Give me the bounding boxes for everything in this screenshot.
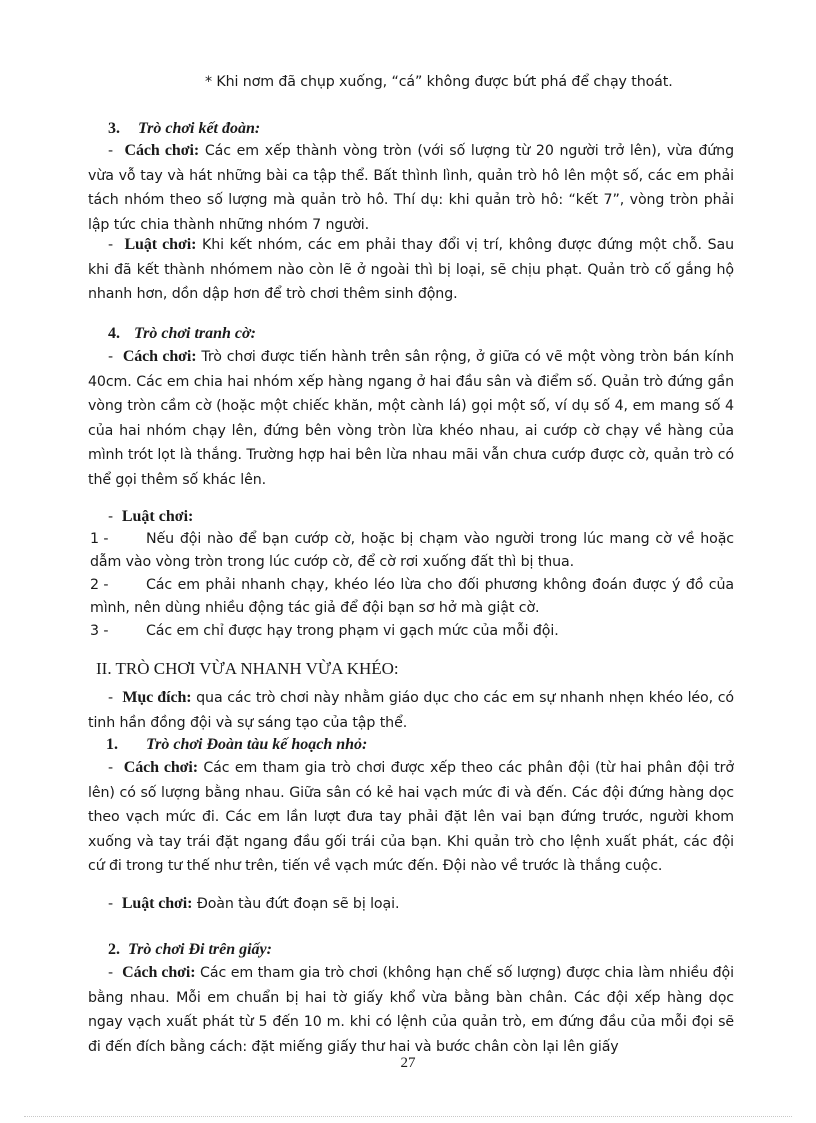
game-2-play-label: Cách chơi:	[122, 964, 196, 981]
game-1-play-label: Cách chơi:	[123, 759, 198, 776]
game-1-play-paragraph: - Cách chơi: Các em tham gia trò chơi được xếp theo các phân đội (từ hai phân đội trở lên) có số lượng bằng nhau. Giữa sân có kẻ hai vạch mức đi và đến. Các đội đứng hàng dọc theo vạch mức đi. Các em lần lượt đưa tay phải đặt lên vai bạn đứng trước, người khom xuống và tay trái đặt ngang đầu gối trái của bạn. Khi quản trò cho lệnh xuất phát, các đội cứ đi trong tư thế như trên, tiến về vạch mức đến. Đội nào về trước là thắng cuộc.	[88, 759, 734, 874]
game-3-play-text: Các em xếp thành vòng tròn (với số lượng từ 20 người trở lên), vừa đứng vừa vỗ tay và hát những bài ca tập thể. Bất thình lình, quản trò hô lên một số, các em phải tách nhóm theo số lượng mà quản trò hô. Thí dụ: khi quản trò hô: “kết 7”, vòng tròn phải lập tức chia thành những nhóm 7 người.	[88, 143, 734, 233]
game-3-heading	[108, 118, 260, 139]
game-1-number: 1.	[106, 736, 118, 753]
section-2-title: II. TRÒ CHƠI VỪA NHANH VỪA KHÉO:	[96, 659, 399, 678]
game-2-heading	[108, 939, 272, 960]
game-4-rule-2	[90, 574, 734, 620]
game-1-title: Trò chơi Đoàn tàu kế hoạch nhỏ:	[146, 736, 368, 753]
game-1-law-paragraph: - Luật chơi: Đoàn tàu đứt đoạn sẽ bị loại.	[108, 895, 400, 912]
game-1-play-text: Các em tham gia trò chơi được xếp theo các phân đội (từ hai phân đội trở lên) có số lượng bằng nhau. Giữa sân có kẻ hai vạch mức đi và đến. Các đội đứng hàng dọc theo vạch mức đi. Các em lần lượt đưa tay phải đặt lên vai bạn đứng trước, người khom xuống và tay trái đặt ngang đầu gối trái của bạn. Khi quản trò cho lệnh xuất phát, các đội cứ đi trong tư thế như trên, tiến về vạch mức đến. Đội nào về trước là thắng cuộc.	[88, 760, 734, 874]
game-3-law-text: Khi kết nhóm, các em phải thay đổi vị trí, không được đứng một chỗ. Sau khi đã kết thành nhómem nào còn lẽ ở ngoài thì bị loại, sẽ chịu phạt. Quản trò cố gắng hộ nhanh hơn, dồn dập hơn để trò chơi thêm sinh động.	[88, 237, 734, 302]
game-3-law-label: Luật chơi:	[124, 236, 197, 253]
rule-1-text: Nếu đội nào để bạn cướp cờ, hoặc bị chạm vào người trong lúc mang cờ về hoặc dẫm vào vòng tròn trong lúc cướp cờ, để cờ rơi xuống đất thì bị thua.	[90, 531, 734, 570]
game-4-law-label: Luật chơi:	[121, 508, 194, 525]
top-note: * Khi nơm đã chụp xuống, “cá” không được bứt phá để chạy thoát.	[205, 74, 673, 90]
game-4-play-label: Cách chơi:	[122, 348, 197, 365]
game-1-law-label: Luật chơi:	[121, 895, 193, 912]
game-4-rule-1	[90, 528, 734, 574]
page-number: 27	[400, 1055, 416, 1071]
game-2-number: 2.	[108, 941, 120, 958]
game-2-play-text: Các em tham gia trò chơi (không hạn chế số lượng) được chia làm nhiều đội bằng nhau. Mỗi em chuẩn bị hai tờ giấy khổ vừa bằng bàn chân. Các đội xếp hàng dọc ngay vạch xuất phát từ 5 đến 10 m. khi có lệnh của quản trò, em đứng đầu của mỗi đọi sẽ đi đến đích bằng cách: đặt miếng giấy thư hai và bước chân còn lại lên giấy	[88, 965, 734, 1055]
rule-2-number: 2 -	[90, 577, 109, 593]
game-2-play-paragraph: - Cách chơi: Các em tham gia trò chơi (không hạn chế số lượng) được chia làm nhiều đội bằng nhau. Mỗi em chuẩn bị hai tờ giấy khổ vừa bằng bàn chân. Các đội xếp hàng dọc ngay vạch xuất phát từ 5 đến 10 m. khi có lệnh của quản trò, em đứng đầu của mỗi đọi sẽ đi đến đích bằng cách: đặt miếng giấy thư hai và bước chân còn lại lên giấy	[88, 964, 734, 1055]
rule-3-text: Các em chỉ được hạy trong phạm vi gạch mức của mỗi đội.	[146, 623, 559, 639]
game-2-title: Trò chơi Đi trên giấy:	[128, 941, 272, 958]
game-3-play-label: Cách chơi:	[124, 142, 200, 159]
game-3-number: 3.	[108, 120, 120, 137]
rule-3-number: 3 -	[90, 623, 109, 639]
game-3-law-paragraph: - Luật chơi: Khi kết nhóm, các em phải thay đổi vị trí, không được đứng một chỗ. Sau khi đã kết thành nhómem nào còn lẽ ở ngoài thì bị loại, sẽ chịu phạt. Quản trò cố gắng hộ nhanh hơn, dồn dập hơn để trò chơi thêm sinh động.	[88, 236, 734, 302]
game-4-number: 4.	[108, 325, 120, 342]
game-1-heading	[106, 734, 367, 755]
section-2-purpose: - Mục đích: qua các trò chơi này nhằm giáo dục cho các em sự nhanh nhẹn khéo léo, có tinh hần đồng đội và sự sáng tạo của tập thể.	[88, 689, 734, 731]
game-4-title: Trò chơi tranh cờ:	[134, 325, 256, 342]
game-4-law-heading: - Luật chơi:	[108, 508, 194, 525]
purpose-text: qua các trò chơi này nhằm giáo dục cho các em sự nhanh nhẹn khéo léo, có tinh hần đồng đội và sự sáng tạo của tập thể.	[88, 690, 734, 731]
game-1-law-text: Đoàn tàu đứt đoạn sẽ bị loại.	[196, 896, 400, 912]
rule-2-text: Các em phải nhanh chạy, khéo léo lừa cho đối phương không đoán được ý đồ của mình, nên dùng nhiều động tác giả để đội bạn sơ hở mà giật cờ.	[90, 577, 734, 616]
footer-divider	[24, 1116, 792, 1117]
game-4-rule-3	[90, 620, 734, 643]
game-4-play-paragraph: - Cách chơi: Trò chơi được tiến hành trên sân rộng, ở giữa có vẽ một vòng tròn bán kính 40cm. Các em chia hai nhóm xếp hàng ngang ở hai đầu sân và điểm số. Quản trò đứng gần vòng tròn cầm cờ (hoặc một chiếc khăn, một cành lá) gọi một số, ví dụ số 4, em mang số 4 của hai nhóm chạy lên, đứng bên vòng tròn lừa khéo nhau, ai cướp cờ chạy về hàng của mình trót lọt là thắng. Trường hợp hai bên lừa nhau mãi vẫn chưa cướp được cờ, quản trò có thể gọi thêm số khác lên.	[88, 348, 734, 488]
game-4-play-text: Trò chơi được tiến hành trên sân rộng, ở giữa có vẽ một vòng tròn bán kính 40cm. Các em chia hai nhóm xếp hàng ngang ở hai đầu sân và điểm số. Quản trò đứng gần vòng tròn cầm cờ (hoặc một chiếc khăn, một cành lá) gọi một số, ví dụ số 4, em mang số 4 của hai nhóm chạy lên, đứng bên vòng tròn lừa khéo nhau, ai cướp cờ chạy về hàng của mình trót lọt là thắng. Trường hợp hai bên lừa nhau mãi vẫn chưa cướp được cờ, quản trò có thể gọi thêm số khác lên.	[88, 349, 734, 488]
game-3-rules-paragraph: - Cách chơi: Các em xếp thành vòng tròn (với số lượng từ 20 người trở lên), vừa đứng vừa vỗ tay và hát những bài ca tập thể. Bất thình lình, quản trò hô lên một số, các em phải tách nhóm theo số lượng mà quản trò hô. Thí dụ: khi quản trò hô: “kết 7”, vòng tròn phải lập tức chia thành những nhóm 7 người.	[88, 142, 734, 233]
game-3-title: Trò chơi kết đoàn:	[138, 120, 261, 137]
rule-1-number: 1 -	[90, 531, 109, 547]
purpose-label: Mục đích:	[122, 689, 192, 706]
game-4-heading	[108, 323, 256, 344]
